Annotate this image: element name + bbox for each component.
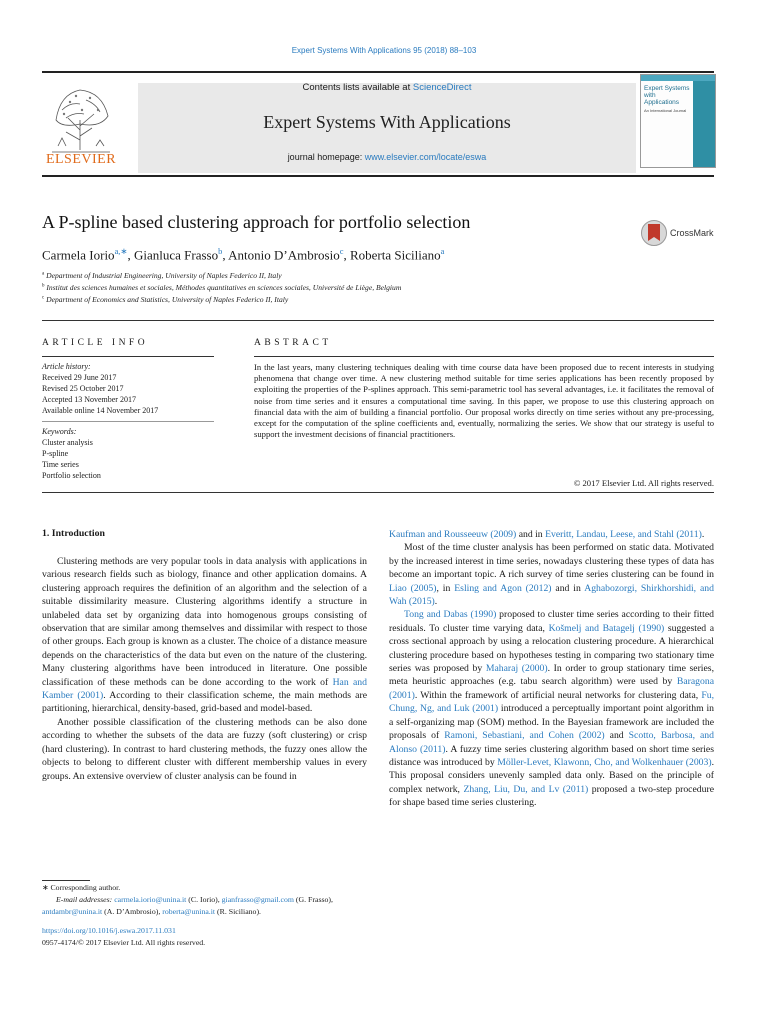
ref-tong-dabas[interactable]: Tong and Dabas (1990) — [404, 609, 497, 621]
text-run: (G. Frasso), — [293, 895, 333, 904]
text-run: . — [701, 529, 705, 540]
abstract-rule — [254, 356, 714, 357]
keywords-rule — [42, 421, 214, 422]
text-run: . In order to group stationary time series, meta heuristic approaches (e.g. tabu search algorithm) were used by — [389, 663, 714, 688]
contents-line — [138, 82, 636, 93]
text-run: Most of the time cluster analysis has been performed on static data. Motivated by the increased interest in time series, nowadays clustering these types of data has become an important topic. A rich survey of time series clustering can be found in — [389, 542, 714, 581]
paper-title: A P-spline based clustering approach for portfolio selection — [42, 212, 471, 232]
homepage-link[interactable]: www.elsevier.com/locate/eswa — [364, 152, 487, 162]
text-run: (C. Iorio), — [186, 895, 222, 904]
body-column-right — [389, 528, 714, 810]
homepage-line — [138, 152, 636, 162]
affiliation-c — [42, 295, 288, 304]
history-received: Received 29 June 2017 — [42, 373, 117, 382]
abstract-bottom-rule — [42, 492, 714, 493]
contents-prefix: Contents lists available at — [302, 82, 413, 93]
affiliation-b — [42, 283, 401, 292]
history-online: Available online 14 November 2017 — [42, 406, 159, 415]
author-4-sup[interactable]: a — [440, 246, 445, 256]
masthead-bottom-rule — [42, 175, 714, 177]
text-run: introduced a perceptually important point algorithm in a self-organizing map (SOM) method. In the Bayesian framework are included the proposals of — [389, 703, 714, 742]
footnote-corresponding: ∗ Corresponding author. — [42, 883, 121, 892]
text-run: Clustering methods are very popular tools in data analysis with applications in various research fields such as biology, finance and other application domains. A clustering approach requires the definition of an algorithm and the selection of a suitable dissimilarity measure. Clustering algorithms identify a structure in unlabeled data set by organizing data into homogenous groups consisting of observation that are similar among themselves and dissimilar with respect to those of other groups. Each group is known as a cluster. The choice of a distance measure depends on the characteristics of the data but even on the nature of the clustering. Many clustering algorithms have been introduced in literature. One possible classification of these methods can be done according to the work of — [42, 556, 367, 688]
body-column-left — [42, 555, 367, 783]
text-run: and in — [551, 582, 585, 594]
text-run: . This proposal considers unevenly sampled data only. Based on the principle of complex network, — [389, 756, 715, 795]
keyword-item: Cluster analysis — [42, 438, 93, 447]
doi-link[interactable]: https://doi.org/10.1016/j.eswa.2017.11.031 — [42, 926, 176, 935]
email-iorio[interactable]: carmela.iorio@unina.it — [114, 895, 187, 904]
ref-baragona[interactable]: Baragona (2001) — [389, 676, 714, 701]
author-3-sup[interactable]: c — [339, 246, 344, 256]
author-1-sup[interactable]: a,∗ — [114, 246, 128, 256]
journal-citation-link[interactable]: Expert Systems With Applications 95 (2018) 88–103 — [291, 46, 477, 55]
abstract-paragraph: In the last years, many clustering techniques dealing with time course data have been proposed due to recent interests in studying phenomena that change over time. A new clustering method suitable for time series applications has been recently proposed by exploiting the properties of the P-splines approach. This semi-parametric tool has several advantages, i.e. it facilitates the removal of noise from time series and it ensures a computational time saving. In this paper, we propose to use this clustering approach on financial data with the aim of building a financial portfolio. Our proposal works directly on time series without any pre-processing, except for the computation of the spline coefficients and, eventually, normalizing the series. We show that our strategy is useful to support the investment decisions of financial practitioners. — [254, 362, 714, 440]
author-2-sup[interactable]: b — [218, 246, 223, 256]
ref-aghabozorgi[interactable]: Aghabozorgi, Shirkhorshidi, and Wah (2015) — [389, 582, 714, 608]
affiliation-b-sup: b — [42, 283, 45, 289]
author-4[interactable]: Roberta Siciliano — [349, 247, 441, 263]
ref-maharaj[interactable]: Maharaj (2000) — [485, 663, 548, 675]
affiliation-b-text: Institut des sciences humaines et sociales, Méthodes quantitatives en sciences sociales, Université de Liège, Belgium — [46, 283, 402, 292]
cover-subtitle: An International Journal — [644, 108, 687, 113]
text-run: proposed a two-step procedure for shape based time series clustering. — [389, 783, 714, 809]
article-info-rule — [42, 356, 214, 357]
ref-scotto[interactable]: Scotto, Barbosa, and Alonso (2011) — [389, 730, 714, 755]
text-run: (A. D’Ambrosio), — [102, 907, 163, 916]
footnote-rule — [42, 880, 90, 881]
affiliation-a — [42, 271, 282, 280]
affiliation-c-sup: c — [42, 295, 45, 301]
affiliation-c-text: Department of Economics and Statistics, University of Naples Federico II, Italy — [46, 295, 289, 304]
crossmark-icon — [640, 219, 668, 247]
affiliations-rule — [42, 320, 714, 321]
ref-ramoni[interactable]: Ramoni, Sebastiani, and Cohen (2002) — [444, 730, 605, 742]
affiliation-a-text: Department of Industrial Engineering, University of Naples Federico II, Italy — [46, 271, 282, 280]
keyword-item: Portfolio selection — [42, 471, 101, 480]
author-list: Carmela Iorio$^{a,∗}$, Gianluca Frasso$^b$, Antonio D’Ambrosio$^c$, Roberta Siciliano$^a$ — [42, 246, 445, 263]
crossmark-badge[interactable] — [640, 219, 750, 247]
text-run: suggested a cross sectional approach by using a relocation clustering procedure. A hierarchical clustering procedure based on hypotheses testing in comparing two stationary time series was proposed by — [389, 622, 715, 675]
text-run: , in — [436, 582, 455, 594]
text-run: and in — [516, 529, 546, 540]
author-2[interactable]: Gianluca Frasso — [134, 247, 219, 263]
email-dambrosio[interactable]: antdambr@unina.it — [42, 907, 103, 916]
affiliation-a-sup: a — [42, 271, 45, 277]
abstract-copyright: © 2017 Elsevier Ltd. All rights reserved. — [573, 478, 714, 488]
intro-paragraph-3 — [389, 541, 714, 608]
history-label: Article history: — [42, 362, 91, 371]
intro-paragraph-2: Another possible classification of the clustering methods can be also done according to whether the subsets of the data are fuzzy (soft clustering) or crisp (hard clustering). In contrast to hard clustering methods, the fuzzy ones allow the objects to belong to different cluster with different membership values in every groups. An extensive overview of cluster analysis can be found in — [42, 716, 367, 782]
text-run: proposed to cluster time series according to their fitted residuals. To cluster time varying data, — [389, 609, 714, 634]
abstract-body — [254, 362, 714, 440]
ref-kosmelj-batagelj[interactable]: Košmelj and Batagelj (1990) — [548, 622, 665, 634]
author-1[interactable]: Carmela Iorio — [42, 247, 115, 263]
ref-fu-chung[interactable]: Fu, Chung, Ng, and Luk (2001) — [389, 689, 714, 715]
author-3[interactable]: Antonio D’Ambrosio — [228, 247, 340, 263]
cover-side-column — [693, 81, 715, 167]
history-accepted: Accepted 13 November 2017 — [42, 395, 136, 404]
keyword-item: P-spline — [42, 449, 69, 458]
abstract-heading: ABSTRACT — [254, 338, 332, 348]
masthead-top-rule — [42, 71, 714, 73]
issn-line: 0957-4174/© 2017 Elsevier Ltd. All rights reserved. — [42, 938, 206, 947]
section-heading-introduction: 1. Introduction — [42, 528, 105, 539]
cover-title-text: Expert Systems with Applications — [644, 85, 690, 106]
keyword-item: Time series — [42, 460, 79, 469]
history-revised: Revised 25 October 2017 — [42, 384, 124, 393]
email-siciliano[interactable]: roberta@unina.it — [162, 907, 216, 916]
journal-cover-thumbnail[interactable] — [640, 74, 716, 168]
email-label: E-mail addresses: — [56, 895, 113, 904]
text-run: . According to their classification scheme, the main methods are partitioning, hierarchical, density-based, grid-based and model-based. — [42, 690, 367, 715]
publisher-wordmark: ELSEVIER — [45, 152, 117, 167]
keywords-label: Keywords: — [42, 427, 77, 436]
ref-liao[interactable]: Liao (2005) — [389, 582, 437, 594]
ref-everitt[interactable]: Everitt, Landau, Leese, and Stahl (2011) — [545, 529, 702, 540]
intro-paragraph-2-continued — [389, 528, 714, 541]
ref-moller-levet[interactable]: Möller-Levet, Klawonn, Cho, and Wolkenhauer (2003) — [497, 756, 712, 768]
ref-esling-agon[interactable]: Esling and Agon (2012) — [454, 582, 552, 594]
sciencedirect-link[interactable]: ScienceDirect — [412, 82, 472, 93]
journal-title: Expert Systems With Applications — [263, 112, 511, 132]
text-run: (R. Siciliano). — [215, 907, 262, 916]
text-run: . Within the framework of artificial neural networks for clustering data, — [414, 689, 702, 701]
email-frasso[interactable]: gianfrasso@gmail.com — [221, 895, 294, 904]
cover-title — [644, 85, 692, 113]
text-run: . A fuzzy time series clustering algorithm based on short time series distance was introduced by — [389, 743, 714, 768]
text-run: and — [604, 730, 629, 742]
intro-paragraph-1 — [42, 555, 367, 716]
homepage-prefix: journal homepage: — [287, 152, 365, 162]
ref-zhang[interactable]: Zhang, Liu, Du, and Lv (2011) — [463, 783, 589, 795]
footnote-emails — [42, 894, 367, 918]
article-info-heading: ARTICLE INFO — [42, 338, 149, 348]
intro-paragraph-4 — [389, 608, 714, 809]
ref-kaufman-rousseeuw[interactable]: Kaufman and Rousseeuw (2009) — [389, 529, 517, 540]
ref-han-kamber[interactable]: Han and Kamber (2001) — [42, 676, 367, 702]
text-run: . — [434, 596, 438, 608]
crossmark-label: CrossMark — [670, 228, 714, 238]
